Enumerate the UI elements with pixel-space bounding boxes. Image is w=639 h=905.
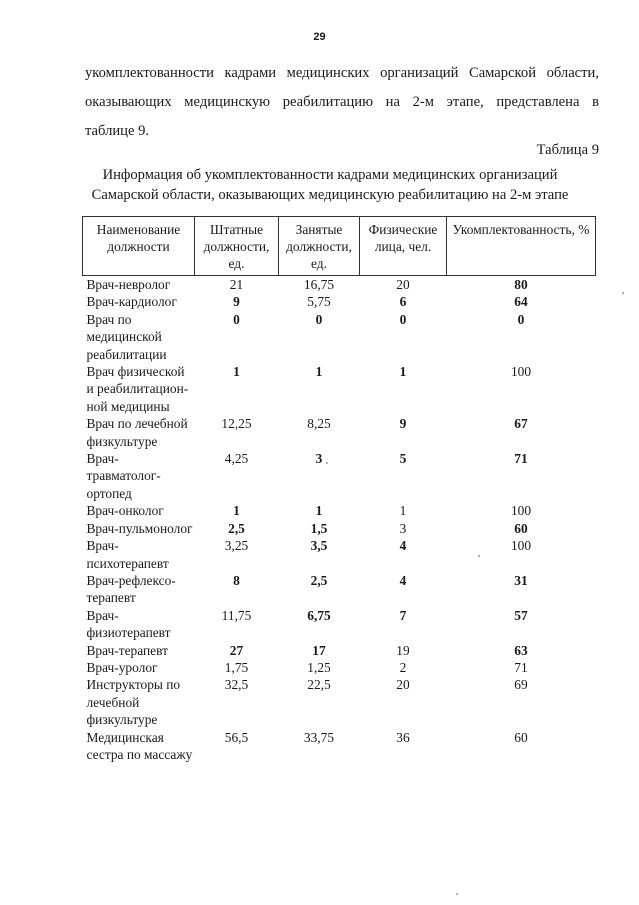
cell-position-name: Врач по лечебной физкультуре — [86, 416, 188, 449]
table-body — [83, 276, 596, 764]
cell-occupied-positions: 22,5 — [307, 677, 331, 693]
table-row — [83, 729, 596, 764]
table-row — [83, 676, 596, 728]
table-row — [83, 572, 596, 607]
cell-staff-positions: 12,25 — [221, 416, 252, 432]
cell-occupied-positions: 2,5 — [310, 572, 328, 588]
cell-staffing-percent: 0 — [517, 311, 525, 327]
header-staff-positions: Штатные должности, ед. — [195, 217, 279, 276]
cell-staffing-percent: 31 — [514, 572, 528, 588]
cell-staff-positions: 4,25 — [224, 451, 249, 467]
cell-physical-persons: 7 — [399, 607, 407, 623]
cell-staff-positions: 1 — [233, 364, 240, 380]
cell-position-name: Врач-кардиолог — [86, 294, 177, 310]
cell-physical-persons: 20 — [396, 677, 410, 693]
cell-occupied-positions: 1,25 — [307, 659, 331, 675]
cell-position-name: Врач-терапевт — [86, 642, 168, 658]
cell-staff-positions: 2,5 — [228, 520, 245, 536]
cell-staff-positions: 3,25 — [224, 538, 249, 554]
staffing-table-container — [82, 216, 596, 763]
cell-position-name: Врач по медицинской реабилитации — [86, 311, 167, 362]
cell-physical-persons: 19 — [396, 642, 410, 658]
table-row — [83, 293, 596, 310]
cell-occupied-positions: 16,75 — [303, 277, 335, 292]
cell-physical-persons: 4 — [399, 538, 407, 554]
table-row — [83, 659, 596, 676]
cell-occupied-positions: 1 — [315, 364, 323, 380]
cell-occupied-positions: 3 — [315, 451, 323, 467]
table-row — [83, 415, 596, 450]
cell-staffing-percent: 57 — [514, 607, 528, 623]
intro-paragraph — [85, 59, 599, 146]
cell-position-name: Врач-пульмонолог — [86, 520, 193, 536]
cell-physical-persons: 1 — [399, 364, 407, 380]
cell-staff-positions: 0 — [233, 311, 240, 327]
cell-staffing-percent: 67 — [514, 416, 528, 432]
cell-staff-positions: 9 — [233, 294, 240, 310]
intro-line: укомплектованности кадрами медицинских организаций Самарской области, — [85, 65, 599, 81]
caption-line: Информация об укомплектованности кадрами медицинских организаций — [102, 167, 558, 183]
cell-staff-positions: 32,5 — [224, 677, 249, 693]
cell-physical-persons: 1 — [399, 503, 407, 519]
scan-speck — [456, 893, 458, 895]
cell-occupied-positions: 6,75 — [307, 607, 331, 623]
scan-speck — [326, 462, 328, 464]
cell-physical-persons: 3 — [399, 520, 407, 536]
table-caption — [80, 165, 580, 205]
cell-occupied-positions: 33,75 — [303, 729, 335, 745]
cell-occupied-positions: 0 — [315, 311, 323, 327]
cell-position-name: Врач физической и реабилитацион-ной медицины — [86, 364, 189, 414]
cell-staffing-percent: 100 — [510, 503, 532, 519]
cell-occupied-positions: 5,75 — [307, 294, 331, 310]
cell-occupied-positions: 1 — [315, 503, 323, 519]
cell-position-name: Врач-рефлексо-терапевт — [86, 572, 176, 606]
cell-staffing-percent: 64 — [514, 294, 528, 310]
cell-occupied-positions: 3,5 — [310, 538, 328, 554]
header-physical-persons: Физические лица, чел. — [360, 217, 447, 276]
cell-position-name: Врач-уролог — [86, 659, 158, 675]
cell-staff-positions: 11,75 — [221, 607, 252, 623]
caption-line: Самарской области, оказывающих медицинскую реабилитацию на 2-м этапе — [91, 187, 569, 203]
cell-physical-persons: 2 — [399, 659, 407, 675]
cell-staffing-percent: 71 — [514, 659, 528, 675]
cell-position-name: Инструкторы по лечебной физкультуре — [86, 677, 181, 728]
cell-position-name: Врач-психотерапевт — [86, 538, 169, 571]
page-number: 29 — [313, 31, 326, 43]
intro-line: таблице 9. — [85, 123, 150, 139]
cell-staffing-percent: 100 — [510, 538, 532, 554]
cell-physical-persons: 9 — [399, 416, 407, 432]
cell-staff-positions: 56,5 — [224, 729, 249, 745]
cell-staff-positions: 1,75 — [224, 659, 249, 675]
table-row — [83, 537, 596, 572]
cell-position-name: Врач-травматолог-ортопед — [86, 451, 161, 501]
cell-occupied-positions: 1,5 — [310, 520, 328, 536]
cell-staff-positions: 27 — [229, 642, 244, 658]
cell-staff-positions: 21 — [229, 277, 244, 292]
table-row — [83, 363, 596, 415]
cell-staffing-percent: 100 — [510, 364, 532, 380]
header-occupied-positions: Занятые должности, ед. — [279, 217, 360, 276]
table-row — [83, 520, 596, 537]
cell-staffing-percent: 80 — [514, 277, 528, 292]
cell-staff-positions: 8 — [233, 572, 240, 588]
cell-staffing-percent: 71 — [514, 451, 528, 467]
cell-physical-persons: 6 — [399, 294, 407, 310]
table-row — [83, 276, 596, 294]
cell-position-name: Врач-физиотерапевт — [86, 607, 171, 641]
table-row — [83, 607, 596, 642]
header-staffing-percent: Укомплектованность, % — [447, 217, 596, 276]
table-row — [83, 642, 596, 659]
scan-speck — [622, 292, 624, 294]
cell-occupied-positions: 8,25 — [307, 416, 331, 432]
cell-staffing-percent: 63 — [514, 642, 528, 658]
cell-staffing-percent: 69 — [514, 677, 528, 693]
cell-staffing-percent: 60 — [514, 729, 528, 745]
table-row — [83, 502, 596, 519]
scan-speck — [478, 555, 480, 557]
header-position: Наименование должности — [83, 217, 195, 276]
table-row — [83, 450, 596, 502]
cell-position-name: Врач-невролог — [86, 277, 171, 292]
cell-position-name: Врач-онколог — [86, 503, 164, 519]
cell-staffing-percent: 60 — [514, 520, 528, 536]
cell-staff-positions: 1 — [233, 503, 240, 519]
cell-physical-persons: 36 — [396, 729, 410, 745]
intro-line: оказывающих медицинскую реабилитацию на 2-м этапе, представлена в — [85, 94, 599, 110]
staffing-table — [82, 216, 596, 763]
cell-position-name: Медицинская сестра по массажу — [86, 729, 193, 762]
cell-physical-persons: 0 — [399, 311, 407, 327]
table-row — [83, 311, 596, 363]
cell-physical-persons: 20 — [396, 277, 410, 292]
cell-physical-persons: 4 — [399, 572, 407, 588]
cell-occupied-positions: 17 — [312, 642, 326, 658]
table-header-row — [83, 217, 596, 276]
cell-physical-persons: 5 — [399, 451, 407, 467]
table-label: Таблица 9 — [536, 142, 599, 158]
